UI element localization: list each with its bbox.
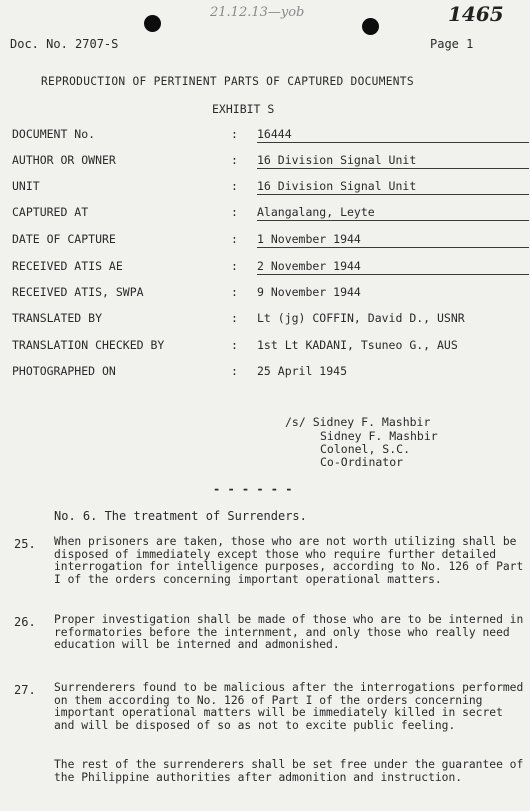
field-date-of-capture: DATE OF CAPTURE : 1 November 1944 [12,232,522,252]
field-label: DATE OF CAPTURE [12,232,116,246]
field-photographed-on: PHOTOGRAPHED ON : 25 April 1945 [12,364,348,378]
field-received-atis-swpa: RECEIVED ATIS, SWPA : 9 November 1944 [12,285,361,299]
paragraph-25: When prisoners are taken, those who are not worth utilizing shall be disposed of immediately except those who require further detailed interrogation for intelligence purposes, according to No. 126 of Part I of the orders concerning important operational matters. [54,535,524,586]
signature-line-rank: Colonel, S.C. [320,442,411,456]
handwritten-date-note: 21.12.13—yob [210,5,305,20]
field-received-atis-ae: RECEIVED ATIS AE : 2 November 1944 [12,259,522,279]
field-value: Alangalang, Leyte [257,205,529,221]
signature-line-signed: /s/ Sidney F. Mashbir [285,415,431,429]
field-label: PHOTOGRAPHED ON [12,364,116,378]
field-value: 16 Division Signal Unit [257,179,529,195]
field-value: 2 November 1944 [257,259,529,275]
field-value: Lt (jg) COFFIN, David D., USNR [257,311,465,325]
punch-hole-right [362,18,379,35]
separator: - - - - - - [213,482,293,496]
field-value: 1 November 1944 [257,232,529,248]
field-translated-by: TRANSLATED BY : Lt (jg) COFFIN, David D., USNR [12,311,465,325]
field-value: 16 Division Signal Unit [257,153,529,169]
signature-line-name: Sidney F. Mashbir [320,429,438,443]
field-label: RECEIVED ATIS, SWPA [12,285,144,299]
field-label: UNIT [12,179,40,193]
section-heading: No. 6. The treatment of Surrenders. [54,509,307,523]
paragraph-number: 27. [14,683,36,697]
field-translation-checked-by: TRANSLATION CHECKED BY : 1st Lt KADANI, Tsuneo G., AUS [12,338,458,352]
field-author-or-owner: AUTHOR OR OWNER : 16 Division Signal Unit [12,153,522,173]
handwritten-page-number: 1465 [448,2,504,26]
field-unit: UNIT : 16 Division Signal Unit [12,179,522,199]
paragraph-27: Surrenderers found to be malicious after the interrogations performed on them according to No. 126 of Part I of the orders concerning important operational matters will be immediately killed in secret and will be disposed of so as not to excite public feeling. [54,681,524,732]
document-title: REPRODUCTION OF PERTINENT PARTS OF CAPTURED DOCUMENTS [41,75,414,88]
closing-paragraph: The rest of the surrenderers shall be set free under the guarantee of the Philippine authorities after admonition and instruction. [54,758,524,784]
field-value: 16444 [257,127,529,143]
field-label: AUTHOR OR OWNER [12,153,116,167]
page-label: Page 1 [430,37,474,51]
field-document-no: DOCUMENT No. : 16444 [12,127,522,147]
field-value: 9 November 1944 [257,285,361,299]
field-label: TRANSLATION CHECKED BY [12,338,165,352]
field-value: 1st Lt KADANI, Tsuneo G., AUS [257,338,458,352]
field-label: RECEIVED ATIS AE [12,259,123,273]
field-label: TRANSLATED BY [12,311,103,325]
field-label: DOCUMENT No. [12,127,96,141]
paragraph-number: 25. [14,537,36,551]
field-captured-at: CAPTURED AT : Alangalang, Leyte [12,205,522,225]
field-value: 25 April 1945 [257,364,348,378]
punch-hole-left [144,15,161,32]
paragraph-number: 26. [14,615,36,629]
field-label: CAPTURED AT [12,205,89,219]
exhibit-label: EXHIBIT S [212,102,275,116]
paragraph-26: Proper investigation shall be made of those who are to be interned in reformatories before the internment, and only those who really need education will be interned and admonished. [54,613,524,652]
doc-number: Doc. No. 2707-S [10,37,119,51]
signature-line-title: Co-Ordinator [320,455,404,469]
